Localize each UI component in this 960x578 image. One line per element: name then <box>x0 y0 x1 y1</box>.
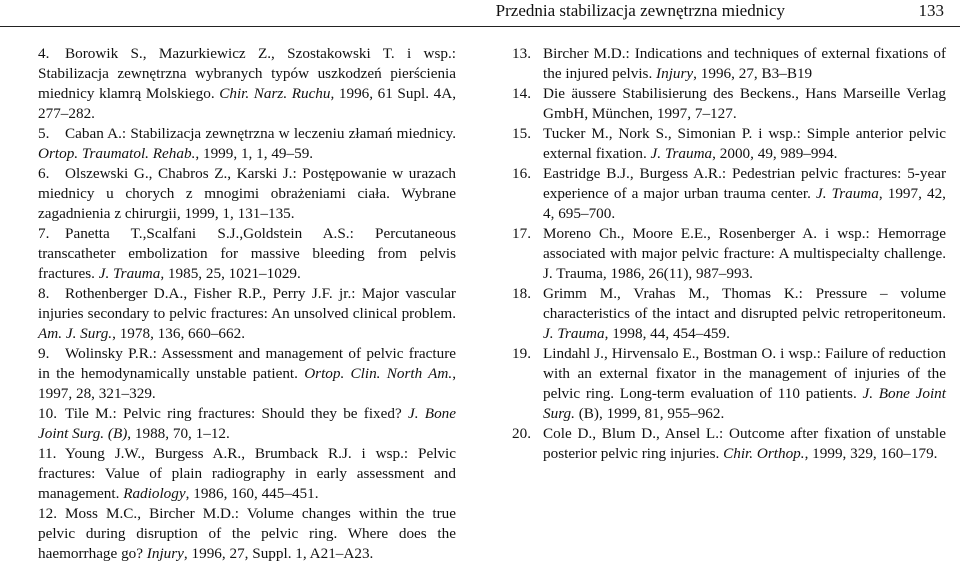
reference-item <box>512 164 946 224</box>
reference-number: 17. <box>512 225 531 242</box>
reference-number: 19. <box>512 345 531 362</box>
reference-item <box>38 164 456 224</box>
reference-text: , 1985, 25, 1021–1029. <box>160 265 301 282</box>
reference-number: 18. <box>512 285 531 302</box>
reference-number: 14. <box>512 85 531 102</box>
reference-journal: Radiology <box>123 485 186 502</box>
reference-text: Moreno Ch., Moore E.E., Rosenberger A. i wsp.: Hemorrage associated with major pelvic fracture: A multispecialty challenge. J. Trauma, 1986, 26(11), 987–993. <box>543 225 946 282</box>
reference-item <box>38 224 456 284</box>
reference-journal: Injury <box>146 545 184 562</box>
reference-text: Wolinsky P.R.: Assessment and management of pelvic fracture in the hemodynamically unstable patient. <box>38 345 456 382</box>
reference-number: 4. <box>38 45 50 62</box>
reference-journal: J. Trauma <box>650 145 713 162</box>
reference-number: 6. <box>38 165 50 182</box>
reference-item <box>512 124 946 164</box>
reference-text: Olszewski G., Chabros Z., Karski J.: Postępowanie w urazach miednicy u chorych z mnogimi obrażeniami ciała. Wybrane zagadnienia z chirurgii, 1999, 1, 131–135. <box>38 165 456 222</box>
reference-text: Tucker M., Nork S., Simonian P. i wsp.: Simple anterior pelvic external fixation. <box>543 125 946 162</box>
reference-item <box>38 44 456 124</box>
reference-text: Cole D., Blum D., Ansel L.: Outcome after fixation of unstable posterior pelvic ring injuries. <box>543 425 946 462</box>
reference-text: , 1997, 28, 321–329. <box>38 365 456 402</box>
reference-item <box>512 424 946 464</box>
reference-text: , 1978, 136, 660–662. <box>112 325 245 342</box>
reference-text: (B), 1999, 81, 955–962. <box>574 405 725 422</box>
references-right-column <box>512 44 946 464</box>
reference-item <box>38 444 456 504</box>
reference-journal: J. Bone Joint Surg. <box>543 385 946 422</box>
reference-text: , 2000, 49, 989–994. <box>712 145 838 162</box>
reference-text: Grimm M., Vrahas M., Thomas K.: Pressure – volume characteristics of the intact and disrupted pelvic retroperitoneum. <box>543 285 946 322</box>
reference-text: , 1999, 329, 160–179. <box>804 445 938 462</box>
reference-journal: Chir. Orthop. <box>723 445 805 462</box>
reference-text: Eastridge B.J., Burgess A.R.: Pedestrian pelvic fractures: 5-year experience of a major urban trauma center. <box>543 165 946 202</box>
reference-text: , 1996, 27, Suppl. 1, A21–A23. <box>183 545 374 562</box>
reference-journal: J. Trauma <box>543 325 605 342</box>
reference-text: , 1996, 61 Supl. 4A, 277–282. <box>38 85 457 122</box>
reference-number: 13. <box>512 45 531 62</box>
reference-number: 20. <box>512 425 531 442</box>
running-title: Przednia stabilizacja zewnętrzna miednicy <box>495 1 785 20</box>
reference-item <box>512 44 946 84</box>
reference-text: Young J.W., Burgess A.R., Brumback R.J. i wsp.: Pelvic fractures: Value of plain radiography in early assessment and management. <box>38 445 456 502</box>
reference-number: 8. <box>38 285 50 302</box>
page-header <box>0 0 960 26</box>
reference-item <box>38 284 456 344</box>
reference-number: 11. <box>38 445 57 462</box>
reference-text: , 1996, 27, B3–B19 <box>693 65 813 82</box>
page-number: 133 <box>918 1 944 20</box>
reference-number: 5. <box>38 125 50 142</box>
reference-text: Caban A.: Stabilizacja zewnętrzna w leczeniu złamań miednicy. <box>65 125 456 142</box>
reference-item <box>38 124 456 164</box>
reference-journal: J. Bone Joint Surg. (B) <box>38 405 456 442</box>
references-left-column <box>38 44 456 564</box>
reference-text: Moss M.C., Bircher M.D.: Volume changes within the true pelvic during disruption of the pelvic ring. Where does the haemorrhage go? <box>38 505 456 562</box>
reference-text: Lindahl J., Hirvensalo E., Bostman O. i wsp.: Failure of reduction with an external fixator in the management of injuries of the pelvic ring. Long-term evaluation of 110 patients. <box>543 345 946 402</box>
header-rule <box>0 26 960 27</box>
reference-journal: Ortop. Clin. North Am. <box>304 365 453 382</box>
reference-text: Die äussere Stabilisierung des Beckens., Hans Marseille Verlag GmbH, München, 1997, 7–127. <box>543 85 946 122</box>
reference-item <box>38 344 456 404</box>
reference-text: , 1997, 42, 4, 695–700. <box>543 185 946 222</box>
reference-text: , 1988, 70, 1–12. <box>127 425 230 442</box>
reference-number: 10. <box>38 405 57 422</box>
reference-text: Rothenberger D.A., Fisher R.P., Perry J.F. jr.: Major vascular injuries secondary to pelvic fractures: An unsolved clinical problem. <box>38 285 456 322</box>
reference-item <box>512 224 946 284</box>
reference-number: 7. <box>38 225 50 242</box>
reference-item <box>38 504 456 564</box>
reference-text: Tile M.: Pelvic ring fractures: Should they be fixed? <box>65 405 408 422</box>
reference-item <box>38 404 456 444</box>
reference-text: , 1999, 1, 1, 49–59. <box>195 145 314 162</box>
reference-journal: Injury <box>656 65 694 82</box>
reference-number: 15. <box>512 125 531 142</box>
reference-item <box>512 344 946 424</box>
reference-journal: Ortop. Traumatol. Rehab. <box>38 145 196 162</box>
reference-journal: Am. J. Surg. <box>38 325 113 342</box>
reference-text: Panetta T.,Scalfani S.J.,Goldstein A.S.: Percutaneous transcatheter embolization for massive bleeding from pelvis fractures. <box>38 225 456 282</box>
reference-text: , 1998, 44, 454–459. <box>604 325 730 342</box>
reference-journal: J. Trauma <box>815 185 879 202</box>
reference-journal: Chir. Narz. Ruchu <box>219 85 331 102</box>
reference-journal: J. Trauma <box>98 265 161 282</box>
reference-text: , 1986, 160, 445–451. <box>185 485 319 502</box>
reference-item <box>512 84 946 124</box>
reference-text: Borowik S., Mazurkiewicz Z., Szostakowski T. i wsp.: Stabilizacja zewnętrzna wybranych typów uszkodzeń pierścienia miednicy klamrą Molskiego. <box>38 45 456 102</box>
reference-number: 12. <box>38 505 57 522</box>
reference-number: 16. <box>512 165 531 182</box>
reference-number: 9. <box>38 345 50 362</box>
reference-text: Bircher M.D.: Indications and techniques of external fixations of the injured pelvis. <box>543 45 946 82</box>
reference-item <box>512 284 946 344</box>
